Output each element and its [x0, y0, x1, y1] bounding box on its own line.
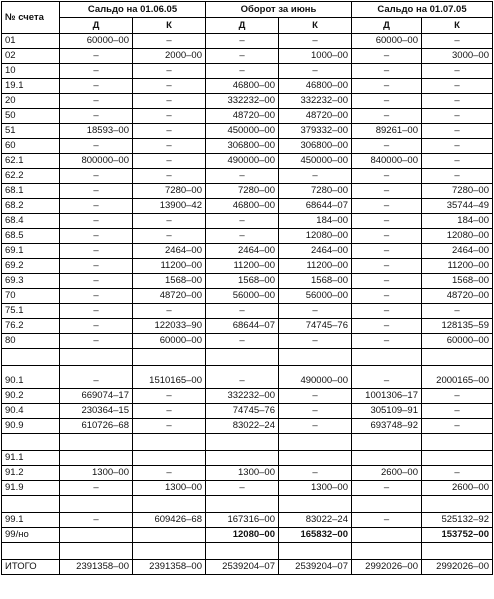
turnover-credit-cell	[279, 496, 352, 513]
saldo-start-debit-cell: –	[60, 94, 133, 109]
saldo-start-credit-cell: 60000–00	[133, 334, 206, 349]
table-row	[2, 496, 493, 513]
turnover-credit-cell: 332232–00	[279, 94, 352, 109]
saldo-end-credit-cell: –	[422, 34, 493, 49]
table-row	[2, 528, 493, 543]
saldo-end-credit-cell	[422, 434, 493, 451]
saldo-start-debit-cell: –	[60, 214, 133, 229]
table-row	[2, 94, 493, 109]
saldo-start-credit-cell: –	[133, 304, 206, 319]
table-row	[2, 513, 493, 528]
saldo-start-credit-cell: 122033–90	[133, 319, 206, 334]
table-row	[2, 214, 493, 229]
saldo-end-credit-cell: –	[422, 169, 493, 184]
saldo-end-debit-cell: –	[352, 139, 422, 154]
table-row	[2, 34, 493, 49]
turnover-debit-cell: 11200–00	[206, 259, 279, 274]
saldo-start-credit-cell: –	[133, 419, 206, 434]
saldo-start-credit-cell: –	[133, 109, 206, 124]
saldo-start-debit-cell: –	[60, 199, 133, 214]
trial-balance-table	[1, 1, 493, 575]
account-number-cell: 62.2	[2, 169, 60, 184]
saldo-start-debit-cell: –	[60, 229, 133, 244]
turnover-header: Оборот за июнь	[206, 2, 352, 18]
saldo-end-credit-cell	[422, 496, 493, 513]
saldo-start-debit-header: Д	[60, 18, 133, 34]
account-number-cell: 69.1	[2, 244, 60, 259]
table-row	[2, 404, 493, 419]
turnover-credit-cell: 184–00	[279, 214, 352, 229]
saldo-end-credit-cell: –	[422, 466, 493, 481]
saldo-start-debit-cell: 800000–00	[60, 154, 133, 169]
turnover-debit-cell: 2464–00	[206, 244, 279, 259]
turnover-credit-cell: 1000–00	[279, 49, 352, 64]
saldo-start-credit-cell: –	[133, 169, 206, 184]
saldo-start-credit-cell: –	[133, 214, 206, 229]
saldo-end-debit-cell: –	[352, 109, 422, 124]
saldo-start-credit-cell	[133, 496, 206, 513]
table-row	[2, 169, 493, 184]
turnover-credit-cell	[279, 543, 352, 560]
account-number-cell: 68.1	[2, 184, 60, 199]
saldo-end-debit-cell: –	[352, 319, 422, 334]
turnover-debit-cell: –	[206, 366, 279, 389]
turnover-credit-cell: 48720–00	[279, 109, 352, 124]
account-number-cell: 90.2	[2, 389, 60, 404]
saldo-end-debit-cell	[352, 349, 422, 366]
account-number-cell: 80	[2, 334, 60, 349]
saldo-end-credit-cell: 3000–00	[422, 49, 493, 64]
ledger-sheet	[1, 1, 493, 575]
account-number-cell: 50	[2, 109, 60, 124]
turnover-credit-cell: –	[279, 404, 352, 419]
table-row	[2, 560, 493, 575]
saldo-end-debit-cell: –	[352, 513, 422, 528]
saldo-end-credit-cell: –	[422, 64, 493, 79]
turnover-credit-cell: 165832–00	[279, 528, 352, 543]
table-row	[2, 451, 493, 466]
saldo-end-debit-cell: 89261–00	[352, 124, 422, 139]
account-number-cell: 20	[2, 94, 60, 109]
turnover-debit-cell: –	[206, 304, 279, 319]
turnover-debit-cell	[206, 349, 279, 366]
turnover-debit-cell: 2539204–07	[206, 560, 279, 575]
saldo-end-debit-cell: –	[352, 49, 422, 64]
turnover-debit-cell: –	[206, 169, 279, 184]
saldo-start-debit-cell: 2391358–00	[60, 560, 133, 575]
saldo-start-debit-cell	[60, 349, 133, 366]
account-number-cell: 69.2	[2, 259, 60, 274]
table-row	[2, 244, 493, 259]
account-number-cell: 90.4	[2, 404, 60, 419]
table-row	[2, 124, 493, 139]
turnover-credit-cell: 2464–00	[279, 244, 352, 259]
saldo-end-debit-cell: –	[352, 366, 422, 389]
turnover-credit-cell: 7280–00	[279, 184, 352, 199]
turnover-credit-cell: –	[279, 64, 352, 79]
saldo-end-debit-cell: –	[352, 64, 422, 79]
table-row	[2, 466, 493, 481]
saldo-end-credit-cell	[422, 349, 493, 366]
saldo-start-credit-cell: 1300–00	[133, 481, 206, 496]
turnover-credit-cell: 1568–00	[279, 274, 352, 289]
table-row	[2, 154, 493, 169]
account-number-cell: 70	[2, 289, 60, 304]
saldo-end-credit-cell: 2464–00	[422, 244, 493, 259]
saldo-start-debit-cell: –	[60, 259, 133, 274]
turnover-debit-cell: 1568–00	[206, 274, 279, 289]
turnover-debit-cell: 68644–07	[206, 319, 279, 334]
saldo-end-credit-cell: 7280–00	[422, 184, 493, 199]
saldo-end-credit-cell: 35744–49	[422, 199, 493, 214]
saldo-start-debit-cell: –	[60, 244, 133, 259]
saldo-end-credit-cell: 153752–00	[422, 528, 493, 543]
saldo-start-debit-cell	[60, 434, 133, 451]
account-number-cell: 76.2	[2, 319, 60, 334]
turnover-credit-cell: –	[279, 389, 352, 404]
turnover-debit-cell: 46800–00	[206, 79, 279, 94]
account-column-header: № счета	[2, 2, 60, 34]
turnover-debit-cell: 83022–24	[206, 419, 279, 434]
saldo-start-header: Сальдо на 01.06.05	[60, 2, 206, 18]
saldo-end-credit-cell: 60000–00	[422, 334, 493, 349]
account-number-cell: 02	[2, 49, 60, 64]
saldo-start-credit-cell: 2391358–00	[133, 560, 206, 575]
turnover-debit-cell: 1300–00	[206, 466, 279, 481]
turnover-debit-cell: 450000–00	[206, 124, 279, 139]
saldo-end-credit-cell: –	[422, 304, 493, 319]
turnover-debit-cell: –	[206, 214, 279, 229]
table-row	[2, 199, 493, 214]
saldo-end-debit-cell: 1001306–17	[352, 389, 422, 404]
turnover-debit-cell: 74745–76	[206, 404, 279, 419]
turnover-credit-cell: –	[279, 34, 352, 49]
account-number-cell: 90.1	[2, 366, 60, 389]
account-number-cell: 68.5	[2, 229, 60, 244]
table-row	[2, 389, 493, 404]
saldo-start-debit-cell	[60, 496, 133, 513]
saldo-start-credit-cell: –	[133, 79, 206, 94]
saldo-end-credit-cell: –	[422, 404, 493, 419]
account-number-cell: 99.1	[2, 513, 60, 528]
saldo-start-credit-cell	[133, 434, 206, 451]
saldo-end-credit-cell: 525132–92	[422, 513, 493, 528]
account-number-cell: 60	[2, 139, 60, 154]
saldo-start-debit-cell: –	[60, 184, 133, 199]
saldo-start-credit-cell: –	[133, 34, 206, 49]
saldo-start-credit-cell: 1568–00	[133, 274, 206, 289]
turnover-debit-cell: –	[206, 229, 279, 244]
saldo-end-debit-cell: –	[352, 289, 422, 304]
saldo-end-credit-cell: 11200–00	[422, 259, 493, 274]
saldo-end-debit-cell: –	[352, 229, 422, 244]
saldo-start-debit-cell: –	[60, 481, 133, 496]
saldo-end-debit-cell	[352, 434, 422, 451]
saldo-end-credit-cell: 48720–00	[422, 289, 493, 304]
saldo-start-credit-cell	[133, 349, 206, 366]
saldo-end-debit-cell: 2600–00	[352, 466, 422, 481]
saldo-start-credit-cell	[133, 528, 206, 543]
turnover-debit-cell: 12080–00	[206, 528, 279, 543]
turnover-debit-cell	[206, 496, 279, 513]
saldo-start-credit-cell: –	[133, 389, 206, 404]
saldo-end-credit-cell: –	[422, 389, 493, 404]
saldo-start-debit-cell: 1300–00	[60, 466, 133, 481]
turnover-debit-cell: 306800–00	[206, 139, 279, 154]
saldo-end-debit-cell: 305109–91	[352, 404, 422, 419]
saldo-start-debit-cell: –	[60, 289, 133, 304]
saldo-start-debit-cell: 230364–15	[60, 404, 133, 419]
saldo-end-credit-cell	[422, 543, 493, 560]
account-number-cell: 91.9	[2, 481, 60, 496]
table-row	[2, 184, 493, 199]
table-row	[2, 49, 493, 64]
account-number-cell: 10	[2, 64, 60, 79]
saldo-start-credit-cell: –	[133, 64, 206, 79]
turnover-debit-header: Д	[206, 18, 279, 34]
saldo-end-credit-header: К	[422, 18, 493, 34]
turnover-credit-cell: –	[279, 419, 352, 434]
saldo-end-credit-cell: –	[422, 154, 493, 169]
saldo-start-credit-cell: –	[133, 124, 206, 139]
saldo-end-credit-cell: –	[422, 124, 493, 139]
table-row	[2, 366, 493, 389]
turnover-credit-cell: –	[279, 169, 352, 184]
saldo-start-debit-cell: –	[60, 169, 133, 184]
account-number-cell: 75.1	[2, 304, 60, 319]
turnover-credit-cell: 450000–00	[279, 154, 352, 169]
account-number-cell: 91.2	[2, 466, 60, 481]
turnover-debit-cell	[206, 434, 279, 451]
table-row	[2, 139, 493, 154]
turnover-credit-cell: 74745–76	[279, 319, 352, 334]
saldo-start-credit-cell: 7280–00	[133, 184, 206, 199]
table-row	[2, 259, 493, 274]
saldo-start-debit-cell	[60, 543, 133, 560]
table-row	[2, 79, 493, 94]
saldo-start-credit-cell: –	[133, 139, 206, 154]
turnover-credit-cell: 490000–00	[279, 366, 352, 389]
turnover-debit-cell: 48720–00	[206, 109, 279, 124]
turnover-credit-cell: 68644–07	[279, 199, 352, 214]
saldo-end-debit-cell: 2992026–00	[352, 560, 422, 575]
table-row	[2, 304, 493, 319]
turnover-credit-cell: 56000–00	[279, 289, 352, 304]
saldo-start-credit-cell: 1510165–00	[133, 366, 206, 389]
saldo-end-debit-cell: –	[352, 169, 422, 184]
turnover-credit-cell: 12080–00	[279, 229, 352, 244]
saldo-start-credit-cell	[133, 543, 206, 560]
turnover-debit-cell	[206, 543, 279, 560]
saldo-start-debit-cell: –	[60, 319, 133, 334]
table-row	[2, 319, 493, 334]
saldo-end-header: Сальдо на 01.07.05	[352, 2, 493, 18]
turnover-debit-cell: –	[206, 481, 279, 496]
saldo-start-debit-cell: –	[60, 79, 133, 94]
saldo-end-credit-cell: –	[422, 94, 493, 109]
table-row	[2, 109, 493, 124]
saldo-end-debit-cell	[352, 496, 422, 513]
turnover-credit-cell: 379332–00	[279, 124, 352, 139]
saldo-end-credit-cell: –	[422, 79, 493, 94]
turnover-credit-cell: 2539204–07	[279, 560, 352, 575]
saldo-start-debit-cell: –	[60, 139, 133, 154]
saldo-start-credit-cell: 2464–00	[133, 244, 206, 259]
saldo-end-debit-cell: –	[352, 94, 422, 109]
saldo-start-credit-cell: –	[133, 94, 206, 109]
turnover-credit-cell: –	[279, 304, 352, 319]
saldo-start-credit-cell: –	[133, 404, 206, 419]
saldo-start-credit-cell: 48720–00	[133, 289, 206, 304]
account-number-cell: 01	[2, 34, 60, 49]
saldo-start-debit-cell: 18593–00	[60, 124, 133, 139]
turnover-credit-header: К	[279, 18, 352, 34]
turnover-debit-cell: –	[206, 49, 279, 64]
saldo-end-debit-cell: 693748–92	[352, 419, 422, 434]
saldo-end-debit-cell: 60000–00	[352, 34, 422, 49]
account-number-cell: 62.1	[2, 154, 60, 169]
saldo-end-debit-cell	[352, 543, 422, 560]
turnover-debit-cell: 332232–00	[206, 389, 279, 404]
saldo-start-debit-cell: 610726–68	[60, 419, 133, 434]
saldo-start-debit-cell: 669074–17	[60, 389, 133, 404]
saldo-end-debit-cell: 840000–00	[352, 154, 422, 169]
saldo-end-debit-cell: –	[352, 199, 422, 214]
turnover-debit-cell: –	[206, 334, 279, 349]
saldo-end-debit-cell: –	[352, 214, 422, 229]
account-number-cell: 91.1	[2, 451, 60, 466]
table-row	[2, 274, 493, 289]
saldo-end-debit-cell: –	[352, 274, 422, 289]
saldo-end-credit-cell: –	[422, 109, 493, 124]
turnover-credit-cell: 83022–24	[279, 513, 352, 528]
saldo-end-credit-cell: –	[422, 419, 493, 434]
account-number-cell	[2, 496, 60, 513]
saldo-start-debit-cell: –	[60, 334, 133, 349]
turnover-credit-cell: –	[279, 466, 352, 481]
saldo-end-debit-cell: –	[352, 79, 422, 94]
turnover-debit-cell: 167316–00	[206, 513, 279, 528]
saldo-end-credit-cell: 2600–00	[422, 481, 493, 496]
saldo-start-credit-cell: 609426–68	[133, 513, 206, 528]
account-number-cell: 51	[2, 124, 60, 139]
saldo-start-debit-cell: –	[60, 109, 133, 124]
saldo-start-credit-cell: –	[133, 154, 206, 169]
saldo-start-credit-cell: 13900–42	[133, 199, 206, 214]
turnover-debit-cell	[206, 451, 279, 466]
saldo-end-debit-cell: –	[352, 259, 422, 274]
account-number-cell	[2, 349, 60, 366]
table-body	[2, 34, 493, 575]
saldo-start-debit-cell: –	[60, 304, 133, 319]
saldo-end-credit-cell: 1568–00	[422, 274, 493, 289]
turnover-credit-cell: 11200–00	[279, 259, 352, 274]
saldo-start-credit-cell: –	[133, 229, 206, 244]
turnover-debit-cell: –	[206, 64, 279, 79]
account-number-cell	[2, 543, 60, 560]
saldo-start-debit-cell: –	[60, 366, 133, 389]
turnover-credit-cell: –	[279, 334, 352, 349]
saldo-start-debit-cell: –	[60, 49, 133, 64]
turnover-debit-cell: 332232–00	[206, 94, 279, 109]
saldo-start-credit-cell: 11200–00	[133, 259, 206, 274]
turnover-debit-cell: –	[206, 34, 279, 49]
saldo-start-credit-header: К	[133, 18, 206, 34]
turnover-credit-cell: 306800–00	[279, 139, 352, 154]
saldo-end-debit-cell	[352, 451, 422, 466]
turnover-debit-cell: 7280–00	[206, 184, 279, 199]
turnover-credit-cell	[279, 349, 352, 366]
saldo-start-debit-cell	[60, 528, 133, 543]
turnover-credit-cell	[279, 451, 352, 466]
saldo-start-debit-cell: –	[60, 513, 133, 528]
saldo-start-debit-cell	[60, 451, 133, 466]
saldo-end-debit-cell: –	[352, 244, 422, 259]
table-row	[2, 64, 493, 79]
table-row	[2, 349, 493, 366]
turnover-debit-cell: 56000–00	[206, 289, 279, 304]
saldo-end-credit-cell: 12080–00	[422, 229, 493, 244]
saldo-end-credit-cell: 2992026–00	[422, 560, 493, 575]
table-row	[2, 229, 493, 244]
saldo-end-credit-cell	[422, 451, 493, 466]
saldo-end-credit-cell: –	[422, 139, 493, 154]
account-number-cell: 19.1	[2, 79, 60, 94]
turnover-debit-cell: 46800–00	[206, 199, 279, 214]
saldo-end-debit-cell: –	[352, 304, 422, 319]
saldo-end-credit-cell: 128135–59	[422, 319, 493, 334]
turnover-credit-cell: 46800–00	[279, 79, 352, 94]
turnover-credit-cell	[279, 434, 352, 451]
table-row	[2, 543, 493, 560]
table-row	[2, 434, 493, 451]
saldo-start-credit-cell: 2000–00	[133, 49, 206, 64]
table-row	[2, 419, 493, 434]
table-header	[2, 2, 493, 34]
account-number-cell: 69.3	[2, 274, 60, 289]
account-number-cell: 68.2	[2, 199, 60, 214]
table-row	[2, 289, 493, 304]
saldo-end-debit-header: Д	[352, 18, 422, 34]
account-number-cell: 99/но	[2, 528, 60, 543]
account-number-cell: 90.9	[2, 419, 60, 434]
turnover-credit-cell: 1300–00	[279, 481, 352, 496]
saldo-end-debit-cell: –	[352, 481, 422, 496]
saldo-end-debit-cell	[352, 528, 422, 543]
saldo-start-debit-cell: –	[60, 64, 133, 79]
saldo-start-debit-cell: –	[60, 274, 133, 289]
saldo-start-credit-cell: –	[133, 466, 206, 481]
saldo-end-debit-cell: –	[352, 334, 422, 349]
saldo-end-credit-cell: 2000165–00	[422, 366, 493, 389]
saldo-end-credit-cell: 184–00	[422, 214, 493, 229]
account-number-cell: 68.4	[2, 214, 60, 229]
saldo-end-debit-cell: –	[352, 184, 422, 199]
account-number-cell	[2, 434, 60, 451]
saldo-start-credit-cell	[133, 451, 206, 466]
table-row	[2, 334, 493, 349]
account-number-cell: ИТОГО	[2, 560, 60, 575]
turnover-debit-cell: 490000–00	[206, 154, 279, 169]
saldo-start-debit-cell: 60000–00	[60, 34, 133, 49]
table-row	[2, 481, 493, 496]
